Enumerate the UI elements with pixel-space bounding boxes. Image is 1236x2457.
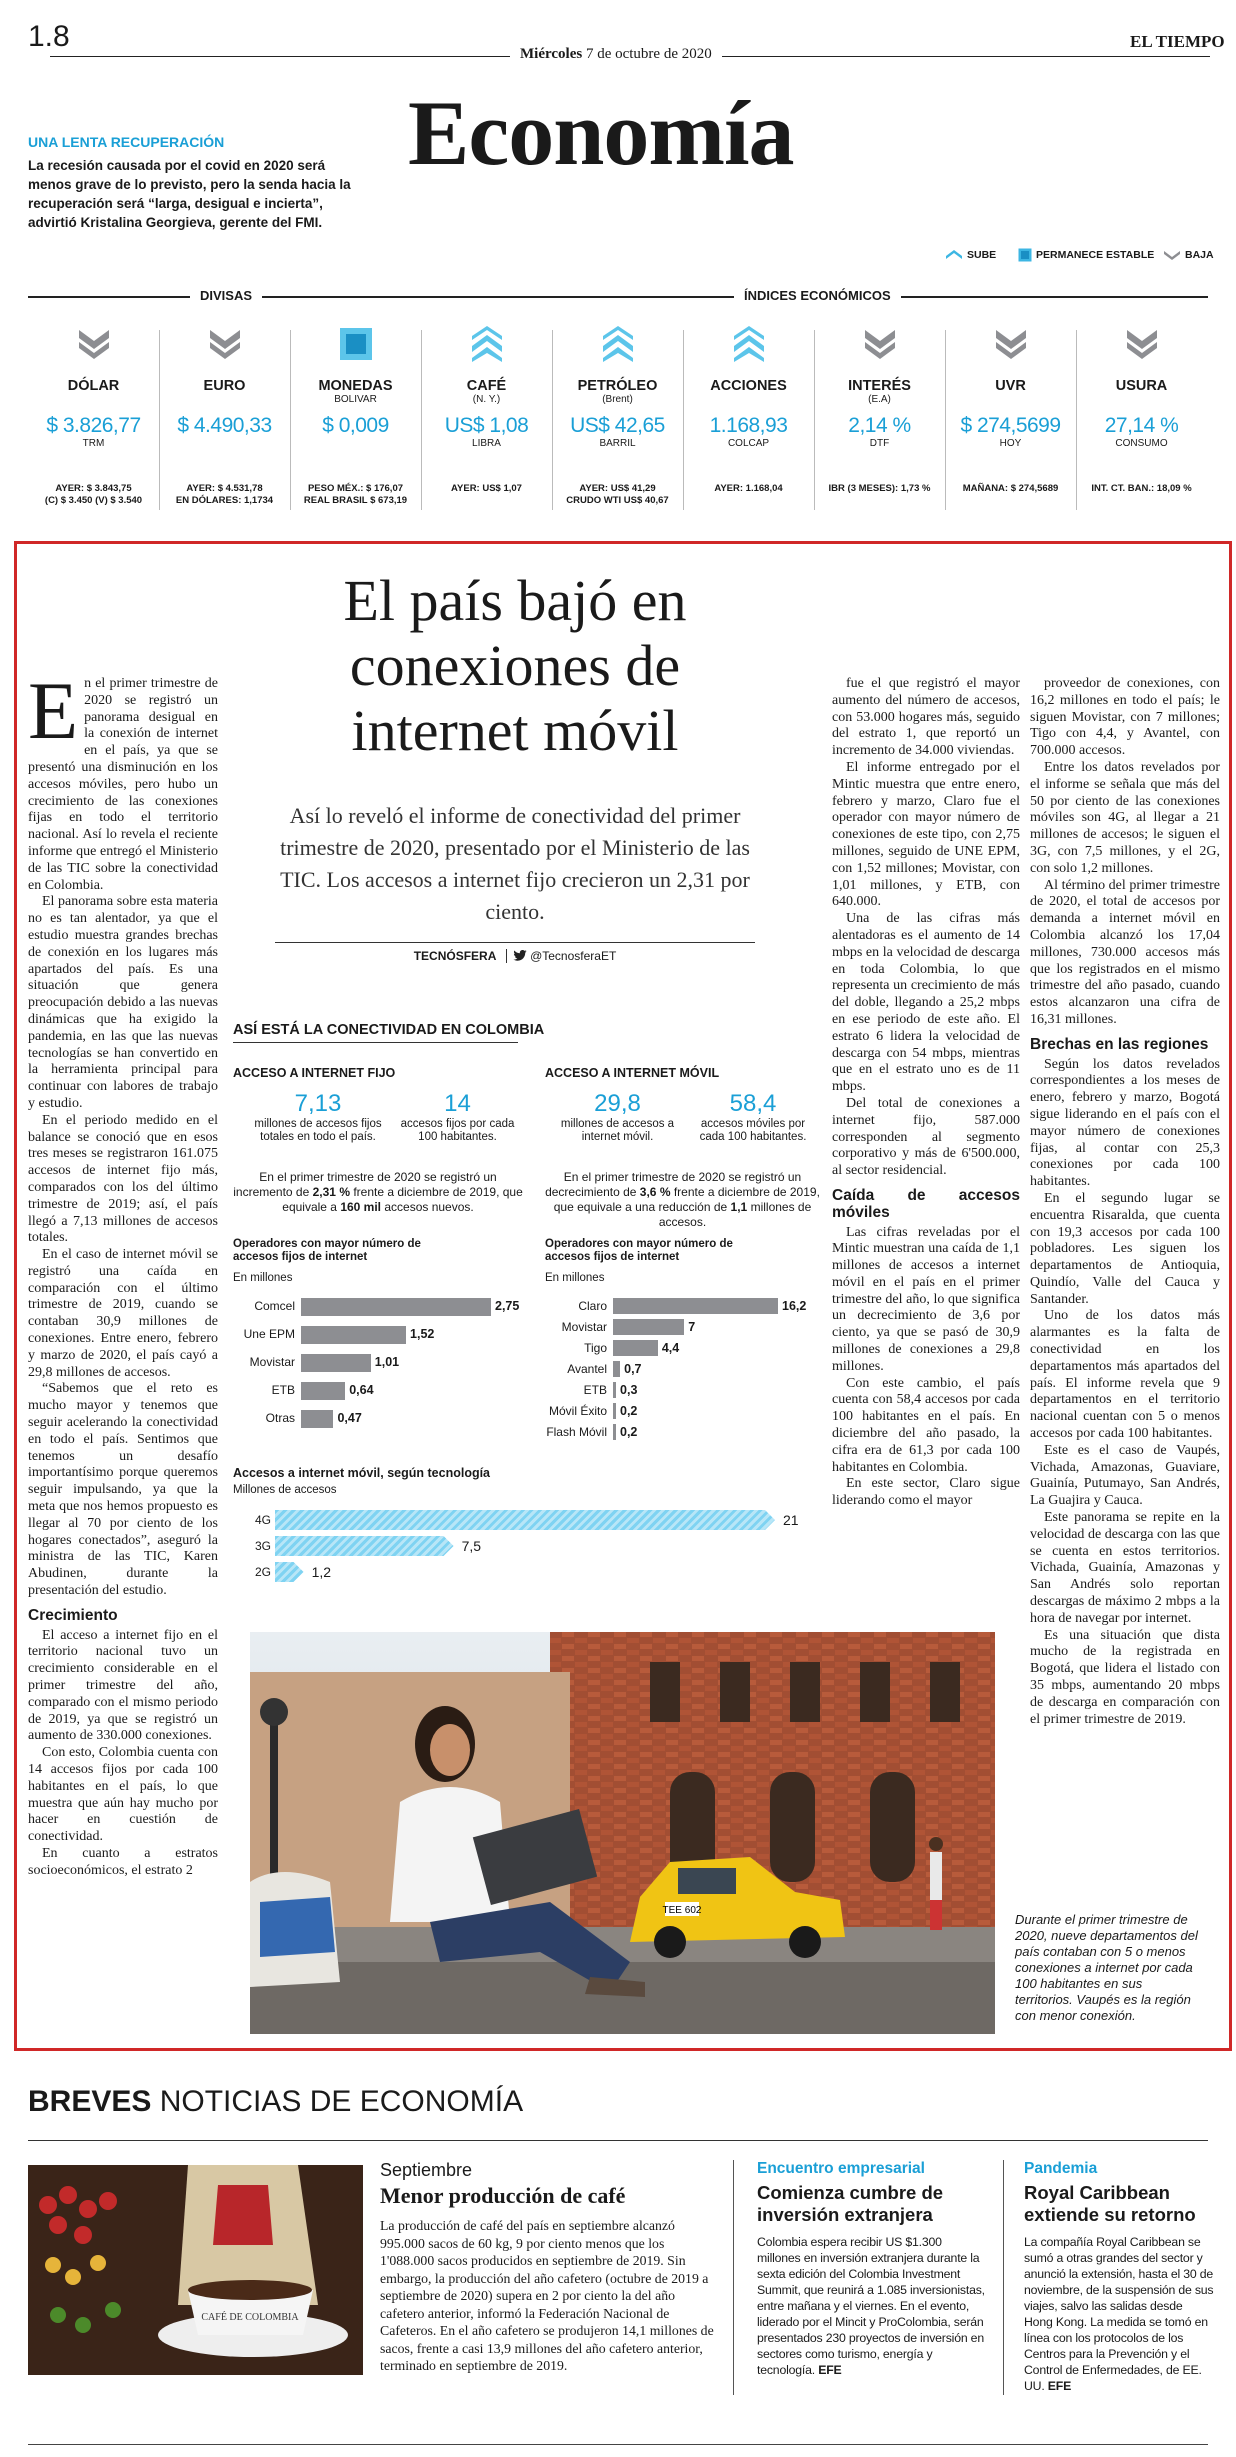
trend-down-icon: [814, 322, 945, 366]
indicator-unit: LIBRA: [472, 438, 501, 449]
breves-heading: [28, 2085, 523, 2119]
article-deck: Así lo reveló el informe de conectividad del primer trimestre de 2020, presentado por el Ministerio de las TIC. Los accesos a internet fijo crecieron un 2,31 por ciento.: [280, 803, 750, 924]
fijo-note: [233, 1170, 523, 1215]
article-column-4: [1030, 676, 1220, 1728]
trend-up-icon: [945, 248, 963, 262]
trend-down-icon: [1076, 322, 1207, 366]
indicator-extra: [1076, 483, 1207, 495]
bar: [613, 1403, 616, 1419]
column-4b-paragraphs: [1030, 1057, 1220, 1729]
breve-3-title: Royal Caribbean extiende su retorno: [1024, 2182, 1196, 2225]
breve-2-kicker: Encuentro empresarial: [757, 2160, 925, 2177]
section-title: Economía: [408, 82, 794, 184]
fijo-stat-2-value: 14: [444, 1090, 471, 1117]
infographic-title: ASÍ ESTÁ LA CONECTIVIDAD EN COLOMBIA: [233, 1022, 545, 1038]
indicator-sub: (Brent): [602, 394, 633, 405]
subhead-caida: Caída de accesos móviles: [832, 1186, 1020, 1221]
bar: [301, 1298, 491, 1316]
movil-note-d: 1,1: [730, 1200, 748, 1214]
fijo-stat-1-value: 7,13: [294, 1090, 342, 1117]
trend-stable-icon: [290, 322, 421, 366]
indicator-unit: BARRIL: [599, 438, 636, 449]
taxi-plate: TEE 602: [662, 1905, 702, 1916]
bar-value: 0,64: [349, 1383, 374, 1397]
breve-3-body: La compañía Royal Caribbean se sumó a otras grandes del sector y anunció la extensión, hasta el 30 de noviembre, de la suspensión de sus viajes, salvo las salidas desde Hong Kong. La medida se tomó en línea con los protocolos de los Centros para la Prevención y el Control de Enfermedades, de EE. UU.: [1024, 2235, 1214, 2393]
movil-stat-2-label: accesos móviles por cada 100 habitantes.: [699, 1118, 807, 1143]
paragraph: En el periodo medido en el balance se conoció que en esos tres meses se registraron 161.075 accesos de internet fijo más, comparados con los del último trimestre de 2019; así, el país llegó a 7,13 millones de accesos totales.: [28, 1112, 218, 1246]
breve-2-body: Colombia espera recibir US $1.300 millones en inversión extranjera durante la sexta edición del Colombia Investment Summit, que reunirá a 1.085 inversionistas, entre mañana y el viernes. En el evento, liderado por el Mincit y ProColombia, serán presentados 230 proyectos de inversión en sectores como turismo, energía y tecnología.: [757, 2235, 985, 2377]
indicator-name: USURA: [1115, 378, 1168, 394]
tech-bar-value: 7,5: [461, 1538, 482, 1554]
indicator-separator: [159, 330, 160, 510]
breve-coffee: [380, 2160, 715, 2375]
movil-note-b: 3,6 %: [639, 1185, 671, 1199]
column-3b-paragraphs: [832, 1225, 1020, 1511]
tech-bar: [275, 1510, 775, 1530]
column-1b-paragraphs: [28, 1628, 218, 1880]
trend-stable-icon: [1018, 248, 1032, 262]
divisas-heading: DIVISAS: [190, 288, 262, 303]
indicator-name: PETRÓLEO: [577, 378, 658, 394]
bar: [613, 1382, 616, 1398]
indicator-value: 1.168,93: [709, 414, 788, 437]
bar: [613, 1340, 658, 1356]
indicator-unit: TRM: [82, 438, 105, 449]
fijo-title: ACCESO A INTERNET FIJO: [233, 1066, 396, 1080]
indicator-acciones: [683, 322, 814, 512]
movil-title: ACCESO A INTERNET MÓVIL: [545, 1066, 720, 1080]
date-weekday: Miércoles: [520, 46, 583, 62]
brand-logo[interactable]: EL TIEMPO: [1130, 32, 1225, 51]
bar: [613, 1298, 778, 1314]
photo-illustration: [250, 1632, 995, 2034]
indicator-unit: DTF: [869, 438, 890, 449]
indicator-uvr: [945, 322, 1076, 512]
bar-label: Movistar: [249, 1355, 295, 1369]
fijo-note-b: 2,31 %: [312, 1185, 350, 1199]
header-date: [510, 46, 722, 63]
fijo-stat-1-label: millones de accesos fijos totales en todo el país.: [254, 1118, 382, 1143]
coffee-photo: [28, 2165, 363, 2375]
indicator-extra-2: CRUDO WTI US$ 40,67: [566, 495, 669, 506]
breve-3-tag: EFE: [1047, 2379, 1072, 2393]
paragraph: Con este cambio, el país cuenta con 58,4 accesos por cada 100 habitantes en el país. En diciembre del año pasado, la cifra era de 61,3 por cada 100 habitantes en Colombia.: [832, 1375, 1020, 1475]
indicator-separator: [1076, 330, 1077, 510]
fijo-stat-1: [248, 1090, 388, 1144]
tech-chart-title: Accesos a internet móvil, según tecnología: [233, 1466, 491, 1480]
bar: [613, 1319, 684, 1335]
indicator-extra-1: AYER: US$ 1,07: [451, 483, 522, 494]
bar: [301, 1382, 345, 1400]
legend-stable: [1018, 248, 1154, 262]
legend-up: [945, 248, 996, 262]
indicator-interés: [814, 322, 945, 512]
indicator-value: US$ 42,65: [570, 414, 665, 437]
indicator-extra-2: REAL BRASIL $ 673,19: [303, 495, 408, 506]
breve-2-tag: EFE: [818, 2363, 842, 2377]
fijo-stat-2: [395, 1090, 520, 1144]
article-byline: [275, 942, 755, 963]
indicator-separator: [945, 330, 946, 510]
indicator-value: US$ 1,08: [444, 414, 529, 437]
paragraph: El panorama sobre esta materia no es tan alentador, ya que el estudio muestra grandes brechas de conexión en los lugares más apartados del país. Es una situación que genera preocupación debido a las nuevas dinámicas que ha exigido la pandemia, en las que las nuevas tecnologías se han convertido en la herramienta principal para continuar con labores de trabajo y estudio.: [28, 894, 218, 1111]
indicator-value: $ 4.490,33: [177, 414, 272, 437]
breve-3-kicker: Pandemia: [1024, 2160, 1098, 2177]
breve-1-title: Menor producción de café: [380, 2183, 626, 2208]
paragraph: En este sector, Claro sigue liderando como el mayor: [832, 1476, 1020, 1509]
legend-down-label: BAJA: [1185, 249, 1214, 261]
indicator-usura: [1076, 322, 1207, 512]
byline-section: TECNÓSFERA: [413, 949, 497, 963]
paragraph: Uno de los datos más alarmantes es la falta de conectividad en los departamentos más apartados del país. El informe revela que 9 departamentos en el territorio nacional cuentan con 5 o menos accesos por cada 100 habitantes.: [1030, 1308, 1220, 1442]
fijo-chart-title: Operadores con mayor número de accesos fijos de internet: [233, 1238, 421, 1263]
indicator-extra-1: AYER: $ 4.531,78: [186, 483, 263, 494]
column-3-paragraphs: [832, 676, 1020, 1180]
subhead-brechas: Brechas en las regiones: [1030, 1035, 1209, 1053]
breve-divider-2: [1003, 2160, 1004, 2395]
trend-down-icon: [159, 322, 290, 366]
paragraph: Entre los datos revelados por el informe se señala que más del 50 por ciento de las conexiones móviles son 4G, al llegar a 21 millones de accesos; le siguen el 3G, con 7,5 millones, y el 2G, con solo 1,2 millones.: [1030, 759, 1220, 876]
paragraph: En cuanto a estratos socioeconómicos, el estrato 2: [28, 1845, 218, 1878]
bar-label: Otras: [265, 1411, 295, 1425]
indicator-sub: (E.A): [868, 394, 891, 405]
fijo-note-a: En el primer trimestre de 2020 se registró un incremento de: [233, 1170, 497, 1199]
indicator-extra-1: AYER: US$ 41,29: [579, 483, 656, 494]
breve-investment: [757, 2160, 987, 2378]
indicator-extra-2: (C) $ 3.450 (V) $ 3.540: [44, 495, 143, 506]
bar-value: 0,47: [337, 1411, 362, 1425]
indicator-value: 2,14 %: [848, 414, 911, 437]
byline-handle: @TecnosferaET: [530, 949, 617, 963]
article-photo: [250, 1632, 995, 2034]
paragraph: Este es el caso de Vaupés, Vichada, Amazonas, Guaviare, Guainía, Putumayo, San Andrés, La Guajira y Cauca.: [1030, 1442, 1220, 1509]
indicator-extra: [814, 483, 945, 495]
bar-value: 2,75: [495, 1299, 520, 1313]
fijo-note-e: accesos nuevos.: [381, 1200, 474, 1214]
indicator-café: [421, 322, 552, 512]
movil-chart-unit: En millones: [545, 1272, 605, 1284]
bar: [301, 1326, 406, 1344]
fijo-note-d: 160 mil: [340, 1200, 382, 1214]
indicator-dólar: [28, 322, 159, 512]
bar-value: 16,2: [782, 1299, 807, 1313]
paragraph: Del total de conexiones a internet fijo, 587.000 corresponden al segmento corporativo y más de 6'500.000, al sector residencial.: [832, 1095, 1020, 1179]
article-column-3: [832, 676, 1020, 1510]
breves-heading-rest: NOTICIAS DE ECONOMÍA: [159, 2085, 524, 2118]
bar-value: 0,7: [624, 1362, 642, 1376]
indicator-separator: [290, 330, 291, 510]
indicator-extra: [28, 483, 159, 507]
trend-up-icon: [683, 322, 814, 366]
indicator-separator: [683, 330, 684, 510]
paragraph: En el segundo lugar se encuentra Risaralda, que cuenta con 19,3 accesos por cada 100 pobladores. Les siguen los departamentos de Antioquia, Quindío, Valle del Cauca y Santander.: [1030, 1190, 1220, 1307]
indicator-value: $ 3.826,77: [46, 414, 141, 437]
indicator-sub: (N. Y.): [472, 394, 501, 405]
trend-up-icon: [421, 322, 552, 366]
indicator-unit: CONSUMO: [1115, 438, 1168, 449]
bar-label: Móvil Éxito: [548, 1404, 607, 1418]
bar-label: Claro: [578, 1299, 607, 1313]
bar-label: Avantel: [567, 1362, 607, 1376]
indicator-unit: [290, 438, 421, 449]
paragraph: Una de las cifras más alentadoras es el aumento de 14 mbps en la velocidad de descarga en toda Colombia, lo que representa un crecimiento de más del doble, llegando a 25,2 mbps en ese periodo de este año. El estrato 6 lidera la velocidad de descarga con 54 mbps, mientras que en el estrato uno es de 11 mbps.: [832, 911, 1020, 1095]
paragraph: Con esto, Colombia cuenta con 14 accesos fijos por cada 100 habitantes en el país, lo que muestra que aún hay mucho por hacer en cuestión de conectividad.: [28, 1745, 218, 1845]
indicator-sub: [28, 394, 159, 406]
tech-bar-label: 3G: [255, 1539, 272, 1553]
indicator-name: MONEDAS: [318, 378, 393, 394]
breve-1-kicker: Septiembre: [380, 2160, 473, 2180]
date-text: 7 de octubre de 2020: [585, 46, 712, 62]
bar-label: Flash Móvil: [546, 1425, 607, 1439]
indicator-petróleo: [552, 322, 683, 512]
trend-down-icon: [1163, 248, 1181, 262]
indicator-separator: [421, 330, 422, 510]
indicator-name: INTERÉS: [848, 378, 911, 394]
paragraph: El informe entregado por el Mintic muestra que entre enero, febrero y marzo, Claro fue el operador con mayor número de conexiones de este tipo, con 2,75 millones, seguido de UNE EPM, con 1,52 millones; Movistar, con 1,01 millones, y ETB, con 640.000.: [832, 759, 1020, 910]
indicator-extra-2: EN DÓLARES: 1,1734: [175, 495, 274, 506]
movil-note: [545, 1170, 820, 1230]
lenta-title: UNA LENTA RECUPERACIÓN: [28, 134, 225, 150]
indicator-extra: [552, 483, 683, 507]
bar: [301, 1354, 371, 1372]
movil-stat-1: [555, 1090, 680, 1144]
indices-heading: ÍNDICES ECONÓMICOS: [734, 288, 901, 303]
bar-value: 0,2: [620, 1425, 638, 1439]
bar-label: Comcel: [254, 1299, 295, 1313]
bar-label: ETB: [271, 1383, 295, 1397]
indicator-extra: [945, 483, 1076, 495]
paragraph: Al término del primer trimestre de 2020, el total de accesos por demanda a internet móvil en Colombia alcanzó los 17,04 millones, 730.000 accesos más que los registrados en el mismo trimestre del año pasado, cuando estos alcanzaron una cifra de 16,31 millones.: [1030, 877, 1220, 1027]
indicator-extra: [159, 483, 290, 507]
legend-down: [1163, 248, 1214, 262]
indicator-monedas: [290, 322, 421, 512]
trend-up-icon: [552, 322, 683, 366]
drop-cap: E: [28, 665, 79, 756]
indicator-sub: BOLIVAR: [334, 394, 377, 405]
movil-stat-2: [688, 1090, 818, 1144]
movil-stat-1-label: millones de accesos a internet móvil.: [560, 1118, 675, 1143]
tech-chart-unit: Millones de accesos: [233, 1484, 337, 1496]
paragraph: n el primer trimestre de 2020 se registró un panorama desigual en la conexión de internet en el país, ya que se presentó una disminución en los accesos móviles, pero hubo un crecimiento de las conexiones fijas en todo el territorio nacional. Así lo revela el reciente informe que entregó el Ministerio de las TIC sobre la conectividad en Colombia.: [28, 676, 218, 893]
coffee-illustration: [28, 2165, 363, 2375]
paragraph: En el caso de internet móvil se registró una caída en comparación con el último trimestre de 2019, cuando se contaban 30,9 millones de conexiones. Entre enero, febrero y marzo de 2020, el país cayó a 29,8 millones de accesos.: [28, 1247, 218, 1380]
indicator-sub: [1076, 394, 1207, 406]
indicator-name: UVR: [995, 378, 1026, 394]
coffee-label: CAFÉ DE COLOMBIA: [201, 2312, 299, 2323]
indicator-extra-1: AYER: $ 3.843,75: [55, 483, 132, 494]
column-4-paragraphs: [1030, 676, 1220, 1029]
movil-note-e: millones de accesos.: [658, 1200, 812, 1229]
indicator-sub: [683, 394, 814, 406]
trend-down-icon: [28, 322, 159, 366]
twitter-icon: [513, 950, 527, 961]
bar-label: ETB: [583, 1383, 607, 1397]
footer-rule: [28, 2444, 1208, 2445]
indicator-extra-1: PESO MÉX.: $ 176,07: [307, 483, 404, 494]
lenta-body: La recesión causada por el covid en 2020 será menos grave de lo previsto, pero la senda hacia la recuperación será “larga, desigual e incierta”, advirtió Kristalina Georgieva, gerente del FMI.: [28, 158, 351, 230]
bar-value: 1,01: [374, 1355, 400, 1369]
bar-label: Une EPM: [243, 1327, 295, 1341]
movil-note-c: frente a diciembre de 2019, que equivale a una reducción de: [553, 1185, 820, 1214]
indicator-extra: [290, 483, 421, 507]
indicator-value: $ 0,009: [322, 414, 389, 437]
paragraph: proveedor de conexiones, con 16,2 millones en todo el país; le siguen Movistar, con 7 millones; Tigo con 4,4, y Avantel, con 700.000 accesos.: [1030, 676, 1220, 759]
movil-note-a: En el primer trimestre de 2020 se registró un decrecimiento de: [545, 1170, 802, 1199]
tech-bar-value: 21: [783, 1512, 799, 1528]
indicator-extra-1: IBR (3 MESES): 1,73 %: [828, 483, 931, 494]
indicator-name: DÓLAR: [67, 378, 120, 394]
subhead-crecimiento: Crecimiento: [28, 1606, 118, 1624]
column-1-paragraphs: [28, 665, 218, 1600]
bar-label: Tigo: [584, 1341, 607, 1355]
indicator-separator: [814, 330, 815, 510]
legend-up-label: SUBE: [967, 249, 997, 261]
indicator-unit: HOY: [999, 438, 1022, 449]
paragraph: “Sabemos que el reto es mucho mayor y tenemos que seguir acelerando la conectividad en todo el país. Sentimos que tenemos un desafío importantísimo porque queremos seguir impulsando, ya que la meta que nos hemos propuesto es llegar al 70 por ciento de los hogares conectados”, aseguró la ministra de las TIC, Karen Abudinen, durante la presentación del estudio.: [28, 1381, 218, 1599]
bar-label: Movistar: [561, 1320, 607, 1334]
indicator-name: EURO: [203, 378, 246, 394]
indicator-sub: [945, 394, 1076, 406]
tech-bar-value: 1,2: [311, 1564, 332, 1580]
bar: [613, 1361, 620, 1377]
breve-2-title: Comienza cumbre de inversión extranjera: [757, 2182, 944, 2225]
trend-down-icon: [945, 322, 1076, 366]
paragraph: Este panorama se repite en la velocidad de descarga con las que se cuenta en estos territorios. Vichada, Guainía, Amazonas y San Andrés solo reportan descargas de máximo 2 mbps a la hora de navegar por internet.: [1030, 1510, 1220, 1626]
indicator-name: ACCIONES: [710, 378, 787, 394]
breves-heading-bold: BREVES: [28, 2085, 152, 2118]
paragraph: Según los datos revelados correspondientes a los meses de enero, febrero y marzo, Bogotá sigue liderando en el país con el mayor número de conexiones fijas, al contar con 25,3 conexiones por cada 100 habitantes.: [1030, 1056, 1220, 1190]
indicator-extra: [683, 483, 814, 495]
indicator-extra: [421, 483, 552, 495]
movil-stat-2-value: 58,4: [729, 1090, 777, 1117]
fijo-chart-unit: En millones: [233, 1272, 293, 1284]
indicator-value: $ 274,5699: [960, 414, 1061, 437]
bar-value: 4,4: [661, 1341, 680, 1355]
movil-chart-title: Operadores con mayor número de accesos fijos de internet: [545, 1238, 733, 1263]
bar-value: 7: [688, 1320, 696, 1334]
bar: [613, 1424, 616, 1440]
movil-stat-1-value: 29,8: [594, 1090, 641, 1117]
paragraph: fue el que registró el mayor aumento del número de accesos, con 53.000 hogares más, seguido del estrato 1, que reportó un incremento de 34.000 viviendas.: [832, 676, 1020, 759]
paragraph: El acceso a internet fijo en el territorio nacional tuvo un crecimiento considerable en el primer trimestre del año, comparado con el mismo periodo de 2019, ya que se registró un aumento de 330.000 conexiones.: [28, 1627, 218, 1744]
indicator-extra-1: MAÑANA: $ 274,5689: [962, 483, 1059, 494]
breves-rule: [28, 2140, 1208, 2141]
tech-bar-label: 2G: [255, 1565, 272, 1579]
breve-royal: [1024, 2160, 1214, 2394]
fijo-note-c: frente a diciembre de 2019, que equivale a: [282, 1185, 523, 1214]
bar: [301, 1410, 333, 1428]
paragraph: Las cifras reveladas por el Mintic muestran una caída de 1,1 millones de accesos a internet móvil en el país en el primer trimestre del año, lo que significa un decrecimiento de 3,6 por ciento, ya que se pasó de 30,9 millones de conexiones a 29,8 millones.: [832, 1224, 1020, 1374]
fijo-stat-2-label: accesos fijos por cada 100 habitantes.: [400, 1118, 515, 1143]
tech-bar: [275, 1536, 454, 1556]
indicator-unit: [159, 438, 290, 449]
bar-value: 0,2: [620, 1404, 638, 1418]
indicator-value: 27,14 %: [1104, 414, 1179, 437]
photo-caption: Durante el primer trimestre de 2020, nueve departamentos del país contaban con 5 o menos conexiones a internet por cada 100 habitantes en sus territorios. Vaupés es la región con menor conexión.: [1015, 1912, 1198, 2023]
article-headline: El país bajó en conexiones de internet móvil: [343, 568, 687, 763]
indicator-euro: [159, 322, 290, 512]
breve-1-body: La producción de café del país en septiembre alcanzó 995.000 sacos de 60 kg, 9 por ciento menos que los 1'088.000 sacos producidos en septiembre de 2019. Sin embargo, la producción del año cafetero (octubre de 2019 a septiembre de 2020) supera en 2 por ciento la del año cafetero anterior, informó la Federación Nacional de Cafeteros. En el año cafetero se produjeron 14,1 millones de sacos, frente a casi 13,9 millones del año cafetero anterior, terminado en septiembre de 2019.: [380, 2218, 714, 2373]
legend-stable-label: PERMANECE ESTABLE: [1036, 249, 1155, 261]
indicator-sub: [159, 394, 290, 406]
tech-bar-label: 4G: [255, 1513, 272, 1527]
article-column-1: [28, 665, 218, 1880]
breve-divider-1: [733, 2160, 734, 2395]
paragraph: Es una situación que dista mucho de la registrada en Bogotá, que lidera el listado con 35 mbps, aumentando 20 mbps de descarga en comparación con el primer trimestre de 2019.: [1030, 1627, 1220, 1727]
bar-value: 1,52: [410, 1327, 435, 1341]
bar-value: 0,3: [620, 1383, 638, 1397]
indicator-name: CAFÉ: [466, 378, 507, 394]
infographic-rule: [233, 1042, 518, 1043]
indicator-unit: COLCAP: [727, 438, 770, 449]
indicator-separator: [552, 330, 553, 510]
indicator-extra-1: INT. CT. BAN.: 18,09 %: [1091, 483, 1192, 494]
page-number: 1.8: [28, 20, 70, 53]
indicator-extra-1: AYER: 1.168,04: [714, 483, 783, 494]
